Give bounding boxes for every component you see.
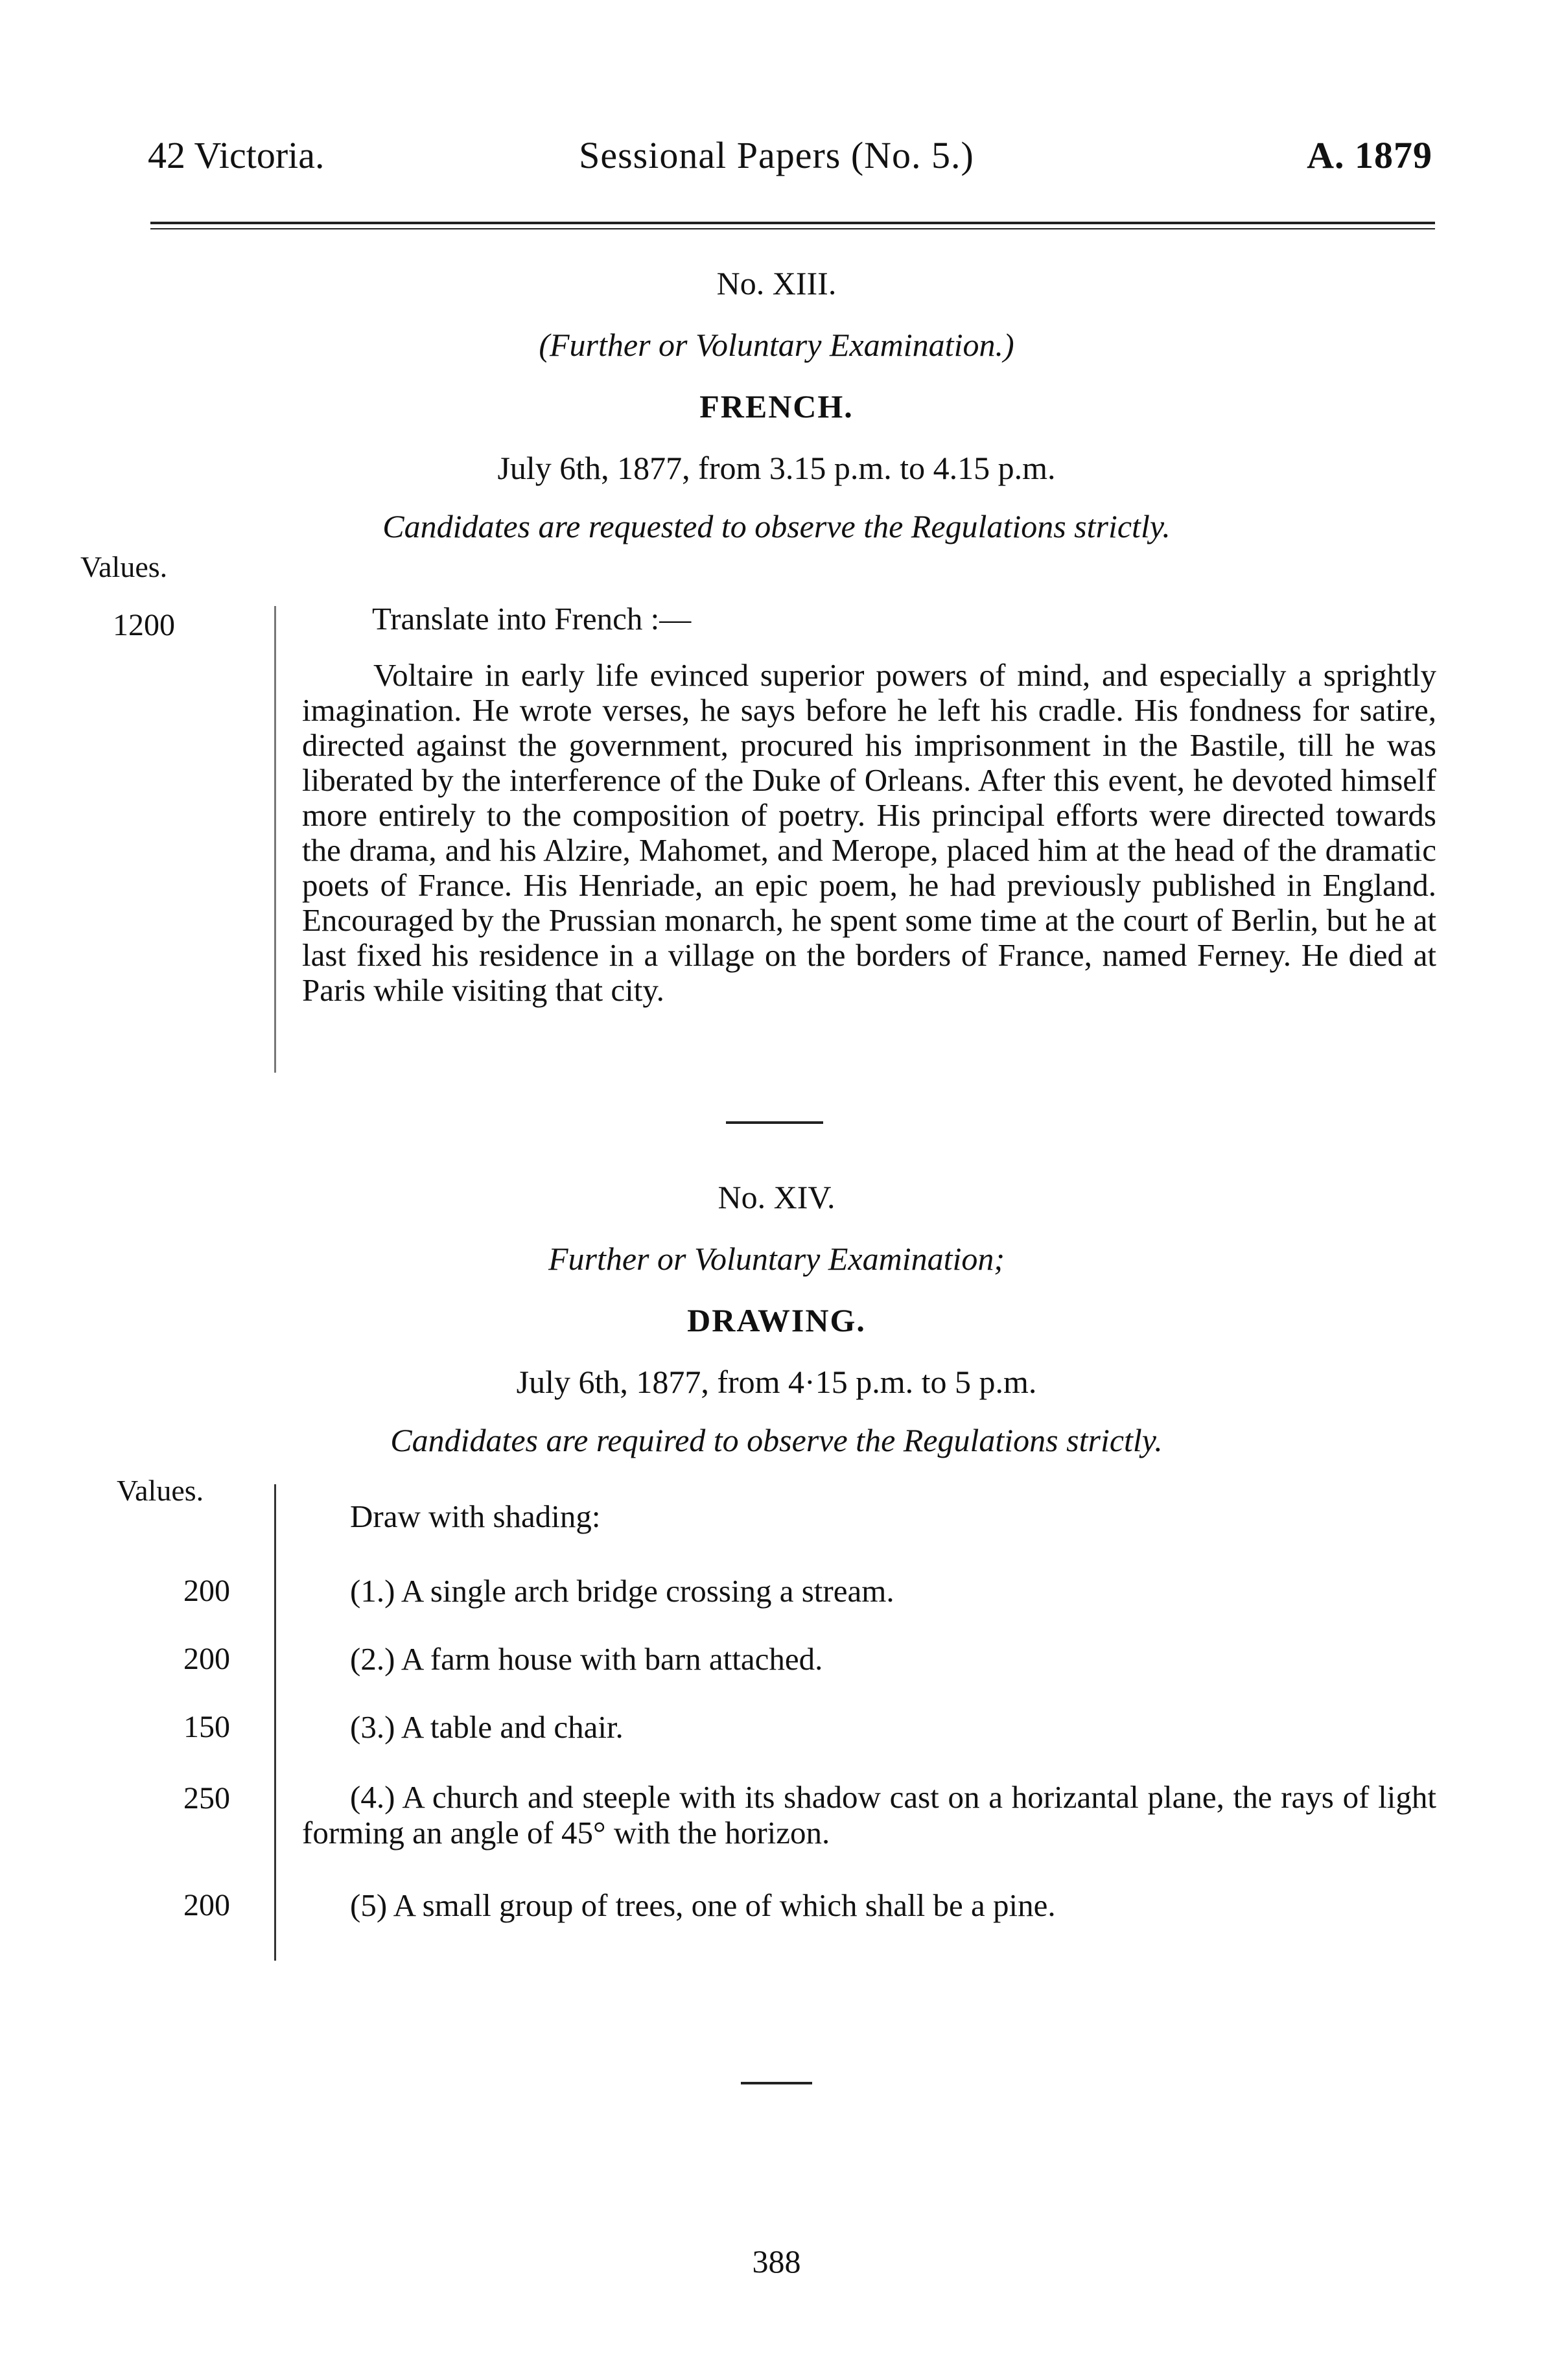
section-divider (726, 1121, 823, 1124)
header-rule-top (150, 222, 1435, 224)
item-5-text: (5) A small group of trees, one of which shall be a pine. (350, 1887, 1056, 1923)
header-rule-bottom (150, 228, 1435, 229)
section-14-notice: Candidates are required to observe the Regulations strictly. (390, 1422, 1163, 1458)
section-13-notice: Candidates are requested to observe the Regulations strictly. (382, 508, 1171, 544)
item-3-value: 150 (183, 1710, 230, 1744)
section-13-value: 1200 (113, 608, 175, 642)
section-14-date: July 6th, 1877, from 4·15 p.m. to 5 p.m. (516, 1364, 1037, 1400)
item-3-text: (3.) A table and chair. (350, 1709, 624, 1745)
item-2-text: (2.) A farm house with barn attached. (350, 1641, 823, 1677)
item-4-value: 250 (183, 1781, 230, 1815)
item-1-value: 200 (183, 1574, 230, 1608)
section-13-subject: FRENCH. (699, 388, 854, 425)
section-13-values-label: Values. (80, 550, 168, 583)
closing-divider (741, 2082, 812, 2084)
header-title: Sessional Papers (No. 5.) (579, 134, 974, 176)
section-13-number: No. XIII. (716, 265, 837, 301)
item-5-value: 200 (183, 1888, 230, 1922)
section-14-margin-line (274, 1484, 276, 1961)
section-14-subtitle: Further or Voluntary Examination; (548, 1241, 1005, 1277)
section-14-values-label: Values. (117, 1474, 204, 1507)
item-2-value: 200 (183, 1642, 230, 1676)
section-13-date: July 6th, 1877, from 3.15 p.m. to 4.15 p.m. (497, 450, 1056, 486)
section-13-passage: Voltaire in early life evinced superior powers of mind, and especially a sprightly imagination. He wrote verses, he says before he left his cradle. His fondness for satire, directed against the government, procured his imprisonment in the Bastile, till he was liberated by the interference of the Duke of Orleans. After this event, he devoted himself more entirely to the composition of poetry. His principal efforts were directed towards the drama, and his Alzire, Mahomet, and Merope, placed him at the head of the dramatic poets of France. His Henriade, an epic poem, he had previously published in England. Encouraged by the Prussian monarch, he spent some time at the court of Berlin, but he at last fixed his residence in a village on the borders of France, named Ferney. He died at Paris while visiting that city. (302, 657, 1436, 1008)
header-year: A. 1879 (1307, 134, 1432, 176)
section-13-subtitle: (Further or Voluntary Examination.) (539, 327, 1014, 363)
section-14-instruction: Draw with shading: (350, 1499, 601, 1534)
section-13-margin-line (274, 606, 276, 1073)
header-session: 42 Victoria. (148, 134, 325, 176)
section-14-number: No. XIV. (718, 1179, 835, 1215)
section-14-subject: DRAWING. (687, 1302, 866, 1338)
item-4-text: (4.) A church and steeple with its shadow cast on a horizantal plane, the rays of light forming an angle of 45° with the horizon. (302, 1779, 1436, 1850)
page-number: 388 (752, 2243, 801, 2280)
section-13-instruction: Translate into French :— (372, 601, 692, 636)
item-1-text: (1.) A single arch bridge crossing a stream. (350, 1573, 894, 1609)
